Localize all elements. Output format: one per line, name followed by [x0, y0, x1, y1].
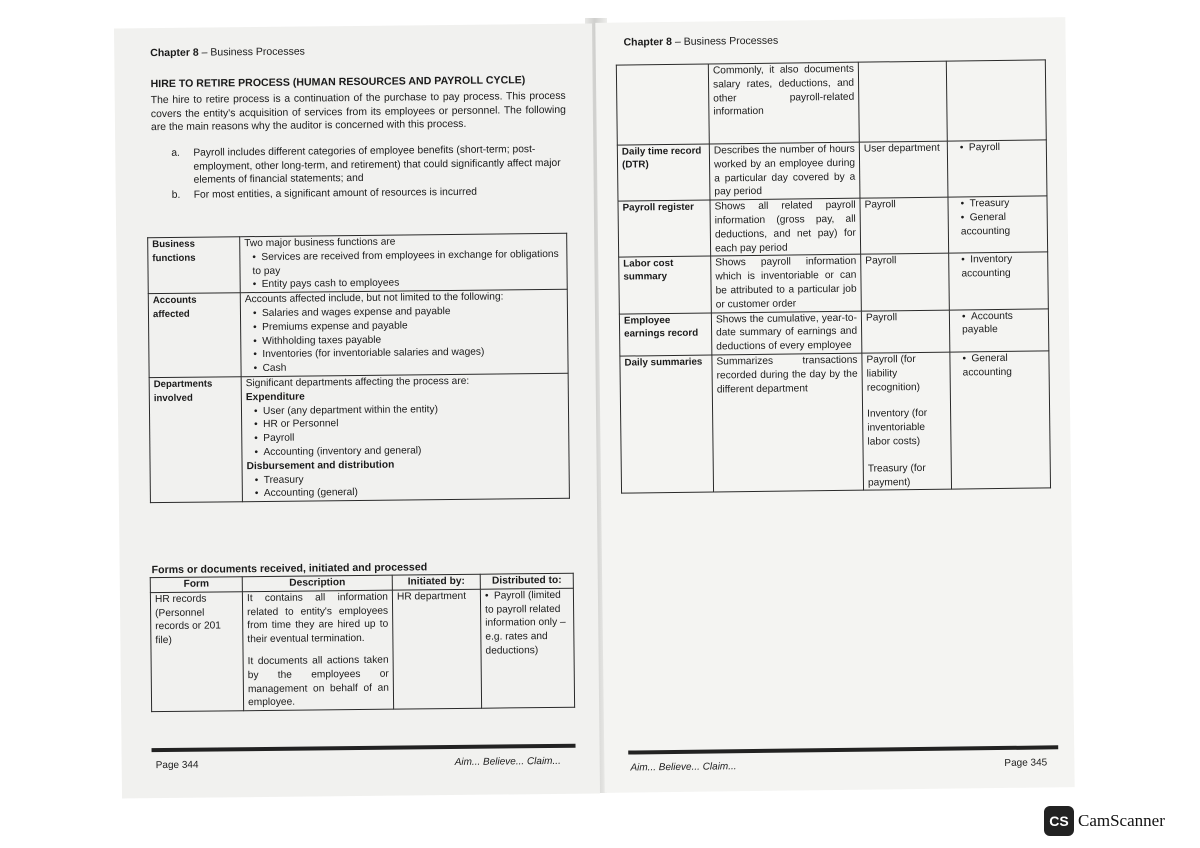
- description-cell: Summarizes transactions recorded during the day by the different department: [712, 353, 864, 492]
- form-cell: Employee earnings record: [619, 313, 712, 357]
- page-number: Page 344: [155, 759, 199, 772]
- page-number: Page 345: [1004, 757, 1048, 769]
- business-process-table: [147, 233, 570, 504]
- column-header: Initiated by:: [392, 574, 480, 590]
- distributed-cell: • Treasury • General accounting: [948, 196, 1048, 253]
- form-cell: Payroll register: [618, 200, 711, 257]
- footer-motto: Aim... Believe... Claim...: [630, 761, 737, 774]
- scanner-name: CamScanner: [1078, 811, 1165, 830]
- distributed-cell: • Inventory accounting: [949, 252, 1049, 309]
- forms-caption: Forms or documents received, initiated and processed: [151, 561, 428, 577]
- table-row: [148, 233, 568, 294]
- right-page: [595, 17, 1074, 793]
- cs-badge-icon: CS: [1044, 806, 1074, 836]
- description-cell: Shows all related payroll information (gross pay, all deductions, and net pay) for each pay period: [710, 198, 861, 256]
- left-page: [114, 24, 600, 799]
- description-cell: It contains all information related to entity's employees from time they are hired up to their eventual termination. It documents all actions taken by the employees or management on behalf of an employee.: [242, 590, 393, 711]
- row-content: Significant departments affecting the process are: Expenditure • User (any department within the entity) • HR or Personnel • Payroll • Accounting (inventory and general) Disbursement and distribution • Treasury • Accounting (general): [241, 373, 569, 502]
- row-label: Departments involved: [149, 377, 242, 503]
- list-item: b. For most entities, a significant amount of resources is incurred: [171, 186, 478, 201]
- form-cell: Labor cost summary: [619, 256, 712, 313]
- footer-rule: [152, 744, 576, 752]
- chapter-title: Chapter 8 – Business Processes: [150, 45, 305, 60]
- description-cell: Shows the cumulative, year-to-date summary of earnings and deductions of every employee: [711, 311, 862, 355]
- initiated-cell: Payroll: [860, 197, 949, 254]
- distributed-cell: • General accounting: [950, 351, 1051, 490]
- initiated-cell: Payroll: [861, 310, 950, 353]
- table-row: [150, 588, 574, 712]
- row-content: Two major business functions are • Services are received from employees in exchange for obligations to pay • Entity pays cash to employees: [240, 233, 568, 293]
- initiated-cell: [858, 61, 947, 142]
- initiated-cell: User department: [859, 141, 948, 198]
- initiated-cell: Payroll: [861, 253, 950, 310]
- list-item: a. Payroll includes different categories of employee benefits (short-term; post-employment, other long-term, and retirement) that could significantly affect major elements of financial statements; and: [171, 144, 561, 186]
- form-cell: HR records (Personnel records or 201 file): [150, 592, 243, 712]
- table-row: [149, 373, 569, 503]
- distributed-cell: [946, 60, 1046, 141]
- form-cell: Daily summaries: [620, 355, 714, 493]
- form-cell: [616, 64, 709, 145]
- initiated-cell: HR department: [392, 589, 481, 709]
- form-cell: Daily time record (DTR): [617, 144, 710, 201]
- column-header: Form: [150, 577, 242, 593]
- description-cell: Describes the number of hours worked by an employee during a particular day covered by a pay period: [709, 142, 860, 200]
- section-heading: HIRE TO RETIRE PROCESS (HUMAN RESOURCES AND PAYROLL CYCLE): [150, 74, 526, 91]
- distributed-cell: • Accounts payable: [949, 308, 1049, 352]
- table-row: [617, 140, 1047, 201]
- chapter-title: Chapter 8 – Business Processes: [623, 34, 779, 49]
- initiated-cell: Payroll (for liability recognition) Inventory (for inventoriable labor costs) Treasury (for payment): [862, 352, 952, 490]
- footer-motto: Aim... Believe... Claim...: [454, 755, 561, 768]
- table-row: [619, 308, 1048, 356]
- table-row: [618, 196, 1048, 257]
- reasons-list: [171, 143, 566, 203]
- table-row: [619, 252, 1049, 313]
- camscanner-logo: [1044, 806, 1165, 836]
- intro-paragraph: The hire to retire process is a continuation of the purchase to pay process. This process covers the entity's acquisition of services from its employees or personnel. The following are the main reasons why the auditor is concerned with this process.: [150, 90, 566, 134]
- column-header: Description: [242, 575, 392, 591]
- table-row: [616, 60, 1046, 145]
- distributed-cell: • Payroll (limited to payroll related information only – e.g. rates and deductions): [480, 588, 574, 708]
- column-header: Distributed to:: [480, 573, 573, 589]
- distributed-cell: • Payroll: [947, 140, 1047, 197]
- description-cell: Shows payroll information which is inventoriable or can be attributed to a particular job or customer order: [711, 255, 862, 313]
- row-content: Accounts affected include, but not limited to the following: • Salaries and wages expense and payable • Premiums expense and payable • Withholding taxes payable • Inventories (for inventoriable salaries and wages) • Cash: [240, 289, 568, 376]
- footer-rule: [628, 745, 1058, 754]
- row-label: Accounts affected: [148, 293, 241, 378]
- row-label: Business functions: [148, 237, 241, 294]
- table-row: [148, 289, 568, 377]
- forms-table: [150, 573, 575, 713]
- description-cell: Commonly, it also documents salary rates, deductions, and other payroll-related information: [708, 62, 859, 144]
- table-row: [620, 351, 1051, 494]
- forms-table-continued: [616, 59, 1051, 494]
